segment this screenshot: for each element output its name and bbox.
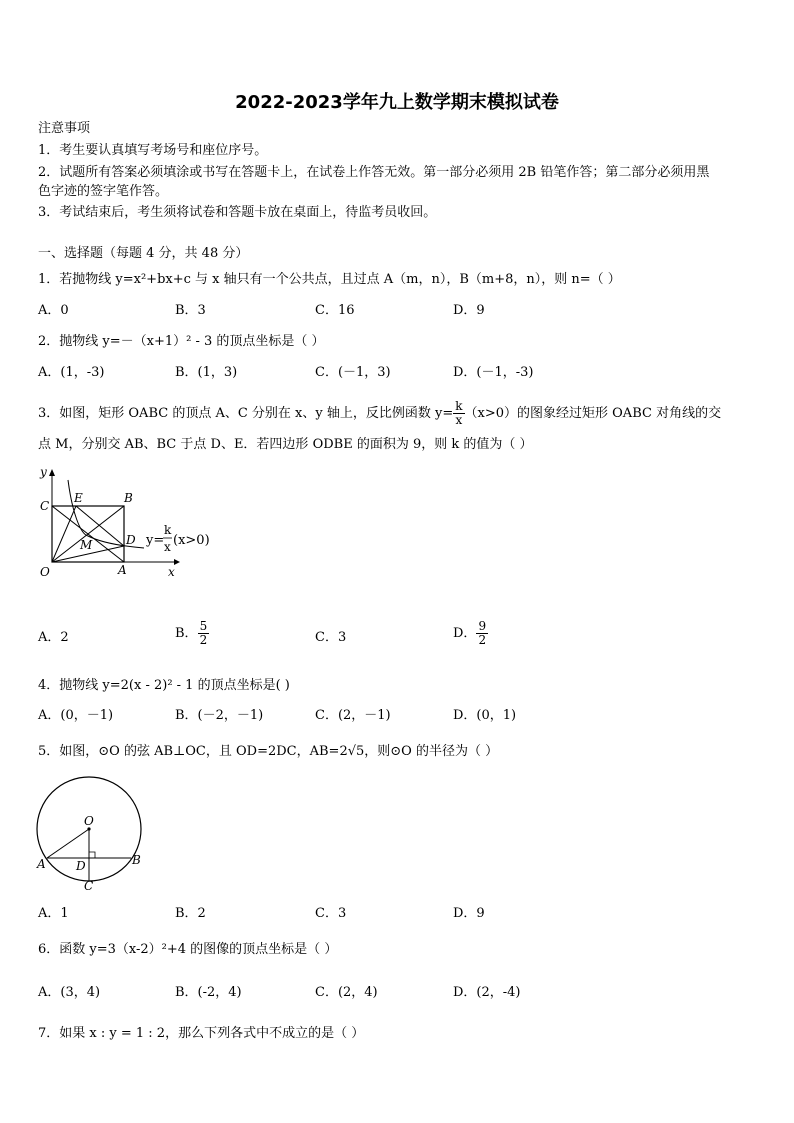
question-1: 1．若抛物线 y=x²+bx+c 与 x 轴只有一个公共点，且过点 A（m，n），B（m+8，n），则 n=（ ）	[38, 272, 621, 287]
q3-fraction	[453, 400, 464, 427]
q1-option-d: D．9	[453, 303, 485, 318]
q4-option-c: C．(2，－1)	[315, 708, 391, 723]
q4-option-d: D．(0，1)	[453, 708, 517, 723]
q3-option-d-num: 9	[478, 619, 487, 633]
fig3-eq-num: k	[164, 523, 172, 537]
fig3-eq-lhs: y=	[146, 533, 165, 548]
q3-option-b	[175, 620, 209, 647]
q5-option-a: A．1	[38, 906, 69, 921]
fig3-label-b: B	[124, 491, 133, 505]
q3-fraction-den: x	[455, 413, 463, 427]
q2-option-d: D．(－1，-3)	[453, 365, 534, 380]
fig3-label-x: x	[168, 565, 175, 579]
q3-option-d	[453, 620, 488, 647]
q6-option-a: A．(3，4)	[38, 985, 101, 1000]
question-7: 7．如果 x : y = 1 : 2，那么下列各式中不成立的是（ ）	[38, 1026, 365, 1041]
question-5	[38, 743, 498, 761]
fig3-label-m: M	[80, 538, 93, 552]
q5-text-a: 5．如图，⊙O 的弦 AB⊥OC，且 OD=2DC，AB=	[38, 744, 340, 759]
q3-option-b-label: B．	[175, 626, 198, 641]
question-3-line-1	[38, 400, 721, 427]
q4-option-a: A．(0，－1)	[38, 708, 114, 723]
q5-text-b: ，则⊙O 的半径为（ ）	[364, 744, 499, 759]
q2-option-b: B．(1，3)	[175, 365, 238, 380]
fig3-eq-den: x	[164, 540, 171, 554]
fig5-label-b: B	[132, 853, 141, 867]
q3-option-d-fraction	[476, 620, 488, 647]
q4-option-b: B．(－2，－1)	[175, 708, 264, 723]
q6-option-d: D．(2，-4)	[453, 985, 521, 1000]
q3-text-b: （x>0）的图象经过矩形 OABC 对角线的交	[464, 406, 722, 421]
q1-option-a: A．0	[38, 303, 69, 318]
q3-option-c: C．3	[315, 630, 347, 645]
notice-heading: 注意事项	[38, 121, 91, 136]
section-heading: 一、选择题（每题 4 分，共 48 分）	[38, 246, 249, 261]
fig3-eq-cond: (x>0)	[173, 533, 210, 548]
q5-option-c: C．3	[315, 906, 347, 921]
question-3-line-2: 点 M，分别交 AB、BC 于点 D、E．若四边形 ODBE 的面积为 9，则 k 的值为（ ）	[38, 437, 533, 452]
fig5-label-a: A	[37, 857, 46, 871]
q3-option-b-fraction	[198, 620, 210, 647]
fig5-label-c: C	[84, 879, 94, 893]
fig3-label-o: O	[40, 565, 50, 579]
q1-option-c: C．16	[315, 303, 355, 318]
notice-item-3: 3．考试结束后，考生须将试卷和答题卡放在桌面上，待监考员收回。	[38, 205, 437, 220]
q3-option-d-label: D．	[453, 626, 477, 641]
q3-option-b-num: 5	[199, 619, 208, 633]
q3-figure	[34, 466, 234, 596]
q6-option-c: C．(2，4)	[315, 985, 378, 1000]
q3-text-a: 3．如图，矩形 OABC 的顶点 A、C 分别在 x、y 轴上，反比例函数 y=	[38, 406, 454, 421]
fig3-label-a: A	[118, 563, 127, 577]
question-6: 6．函数 y=3（x-2）²+4 的图像的顶点坐标是（ ）	[38, 942, 338, 957]
q2-option-a: A．(1，-3)	[38, 365, 105, 380]
fig5-label-d: D	[76, 859, 86, 873]
q1-option-b: B．3	[175, 303, 206, 318]
fig3-label-e: E	[74, 491, 83, 505]
fig3-label-d: D	[126, 533, 136, 547]
fig5-label-o: O	[84, 814, 94, 828]
notice-item-2: 2．试题所有答案必须填涂或书写在答题卡上，在试卷上作答无效。第一部分必须用 2B 铅笔作答；第二部分必须用黑	[38, 165, 710, 180]
fig3-label-y: y	[40, 465, 47, 479]
q5-option-b: B．2	[175, 906, 206, 921]
question-4: 4．抛物线 y=2(x - 2)² - 1 的顶点坐标是( )	[38, 678, 290, 693]
q6-option-b: B．(-2，4)	[175, 985, 242, 1000]
notice-item-1: 1．考生要认真填写考场号和座位序号。	[38, 143, 268, 158]
question-2: 2．抛物线 y=－（x+1）² - 3 的顶点坐标是（ ）	[38, 334, 325, 349]
q3-fraction-num: k	[455, 399, 463, 413]
q3-option-a: A．2	[38, 630, 69, 645]
q3-option-d-den: 2	[478, 633, 487, 647]
notice-item-2-cont: 色字迹的签字笔作答。	[38, 184, 169, 199]
page-title: 2022-2023学年九上数学期末模拟试卷	[235, 92, 559, 113]
q2-option-c: C．(－1，3)	[315, 365, 391, 380]
q5-sqrt: 2√5	[339, 744, 365, 759]
fig3-label-c: C	[40, 499, 50, 513]
q3-option-b-den: 2	[199, 633, 208, 647]
q5-option-d: D．9	[453, 906, 485, 921]
q5-figure	[34, 774, 154, 894]
